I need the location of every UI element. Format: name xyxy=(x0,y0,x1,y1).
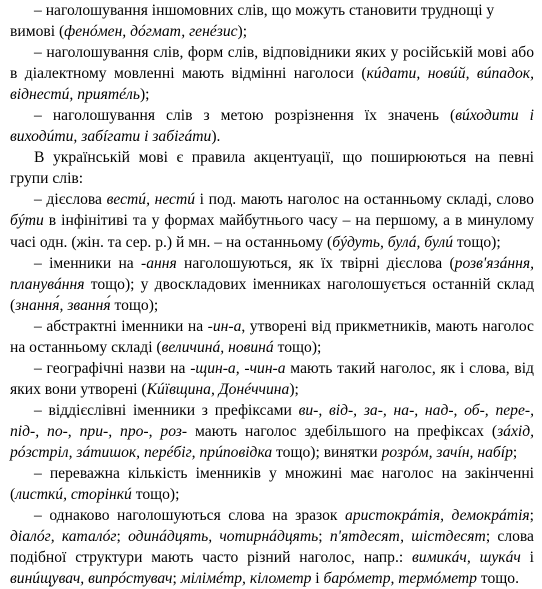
text-segment: – дієслова xyxy=(34,191,107,209)
italic-example: зáхід, рóзстріл, зáтишок, перéбіг, прúповідка xyxy=(10,422,534,461)
italic-example: фенóмен, дóгмат, генéзис xyxy=(64,23,238,41)
paragraph xyxy=(10,358,534,400)
text-segment: тощо); винятки xyxy=(272,443,382,461)
italic-example: розв'язáння, планувáння xyxy=(10,254,534,293)
text-segment: ; xyxy=(512,443,518,461)
italic-example: одинáдцять, чотирнáдцять xyxy=(128,528,319,546)
text-segment: – наголошування слів, форм слів, відповідники яких у російській мові або в діалектному мовленні мають відмінні наголоси ( xyxy=(10,44,534,83)
text-segment: тощо); xyxy=(110,296,159,314)
text-body xyxy=(10,21,534,589)
italic-example: п'ятдесят, шістдесят xyxy=(329,528,486,546)
italic-example: винúщувач, випрóстувач xyxy=(10,570,173,588)
text-segment: і под. мають наголос на останньому складі, слово xyxy=(195,191,534,209)
text-segment: ; xyxy=(116,528,129,546)
paragraph xyxy=(10,147,534,189)
italic-example: розрóм, зачíн, набíр xyxy=(381,443,513,461)
italic-example: листкú, сторінкú xyxy=(15,486,132,504)
text-segment: мають наголос здебільшого на префіксах ( xyxy=(187,422,498,440)
paragraph xyxy=(10,316,534,358)
text-segment: – наголошування іншомовних слів, що можуть становити труднощі у xyxy=(34,2,495,19)
text-segment: ; xyxy=(318,528,330,546)
text-segment: ); xyxy=(139,86,150,104)
italic-example: барóметр, термóметр xyxy=(323,570,477,588)
italic-example: -ання xyxy=(141,254,177,272)
text-segment: тощо); xyxy=(131,486,180,504)
paragraph xyxy=(10,505,534,589)
text-segment: ); xyxy=(237,23,248,41)
text-segment: тощо); xyxy=(273,338,322,356)
text-segment: – географічні назви на xyxy=(34,359,191,377)
italic-example: вестú, нестú xyxy=(106,191,196,209)
paragraph xyxy=(10,42,534,105)
text-segment: В українській мові є правила акцентуації, що поширюються на певні групи слів: xyxy=(10,149,534,188)
paragraph xyxy=(10,400,534,463)
italic-example: вимикáч, шукáч xyxy=(412,549,521,567)
text-segment: – наголошування слів з метою розрізнення їх значень ( xyxy=(34,107,456,125)
italic-example: ви-, від-, за-, на-, над-, об-, пере-, під-, по-, при-, про-, роз- xyxy=(10,401,534,440)
paragraph xyxy=(10,21,534,42)
italic-example: знання́, звання́ xyxy=(15,296,111,314)
italic-example: -щин-а, -чин-а xyxy=(190,359,286,377)
italic-example: Кúївщина, Донéччина xyxy=(146,380,290,398)
text-segment: – абстрактні іменники на xyxy=(34,317,208,335)
italic-example: -ин-а xyxy=(207,317,242,335)
italic-example: величинá, новинá xyxy=(161,338,274,356)
text-segment: ); xyxy=(289,380,299,398)
text-segment: мають такий наголос, як і слова, від яких вони утворені ( xyxy=(10,359,534,398)
text-segment: і xyxy=(311,570,324,588)
text-segment: ; xyxy=(172,570,181,588)
text-segment: ). xyxy=(211,128,221,146)
text-segment: ; слова подібної структури мають часто різний наголос, напр.: xyxy=(10,528,534,567)
text-segment: тощо); у двоскладових іменниках наголошується останній склад ( xyxy=(10,275,534,314)
text-segment: наголошуються, як їх твірні дієслова ( xyxy=(176,254,455,272)
paragraph xyxy=(10,463,534,505)
paragraph xyxy=(10,105,534,147)
italic-example: бýдуть, булá, булú xyxy=(332,233,454,251)
text-segment: в інфінітиві та у формах майбутнього часу – на першому, а в минулому часі одн. (жін. та сер. р.) й мн. – на останньому ( xyxy=(10,212,534,251)
text-segment: вимові ( xyxy=(10,23,65,41)
italic-example: вúходити і виходúти, забíгати і забігáти xyxy=(10,107,535,146)
italic-example: мілімéтр, кілометр xyxy=(180,570,312,588)
italic-example: кúдати, новúй, вúпадок, віднестú, приятéль xyxy=(10,65,534,104)
text-segment: – віддієслівні іменники з префіксами xyxy=(34,401,299,419)
italic-example: бýти xyxy=(10,212,44,230)
paragraph xyxy=(10,189,534,252)
text-segment: – однаково наголошуються слова на зразок xyxy=(34,507,346,525)
text-segment: – переважна кількість іменників у множині має наголос на закінченні ( xyxy=(10,465,534,504)
text-segment: і xyxy=(520,549,534,567)
italic-example: аристокрáтія, демокрáтія xyxy=(345,507,530,525)
paragraph xyxy=(10,253,534,316)
text-segment: , утворені від прикметників, мають наголос на останньому складі ( xyxy=(10,317,534,356)
text-segment: тощо); xyxy=(453,233,501,251)
text-line-top xyxy=(10,0,534,21)
italic-example: діалóг, каталóг xyxy=(10,528,117,546)
text-segment: – іменники на xyxy=(34,254,142,272)
text-segment: ; xyxy=(529,507,534,525)
text-segment: тощо. xyxy=(476,570,519,588)
